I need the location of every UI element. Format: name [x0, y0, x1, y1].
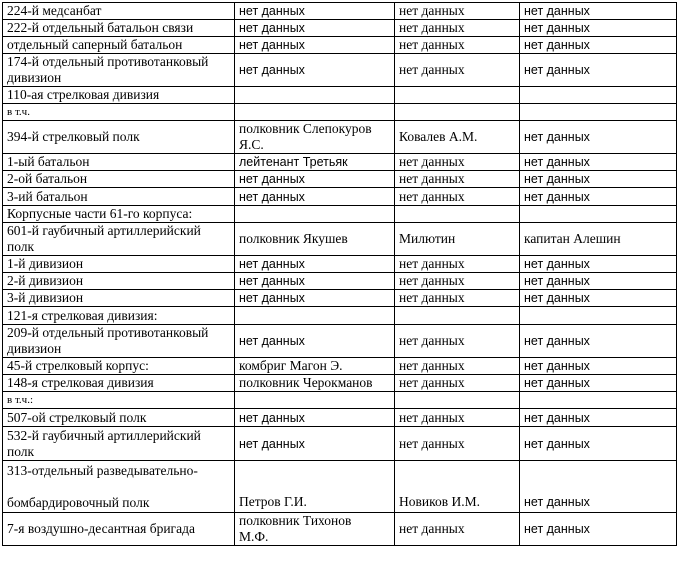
table-cell — [3, 121, 235, 154]
cell-text: нет данных — [399, 409, 465, 425]
table-cell — [3, 206, 235, 223]
table-row — [3, 375, 677, 392]
table-row — [3, 121, 677, 154]
cell-text: нет данных — [524, 495, 590, 509]
cell-text: нет данных — [239, 274, 305, 288]
table-cell — [3, 513, 235, 546]
table-cell — [520, 188, 677, 206]
cell-text: нет данных — [524, 63, 590, 77]
cell-text: нет данных — [524, 4, 590, 18]
cell-text: нет данных — [239, 38, 305, 52]
table-cell — [395, 206, 520, 223]
cell-text: 1-ый батальон — [7, 154, 90, 169]
table-cell — [395, 375, 520, 392]
table-cell — [3, 188, 235, 206]
table-cell — [520, 104, 677, 121]
cell-text: 507-ой стрелковый полк — [7, 409, 147, 425]
cell-text: капитан Алешин — [524, 231, 621, 246]
cell-text: 3-ий батальон — [7, 188, 88, 204]
table-cell — [3, 87, 235, 104]
cell-text: нет данных — [239, 172, 305, 186]
table-cell — [235, 409, 395, 427]
table-row — [3, 3, 677, 20]
cell-text: нет данных — [399, 62, 465, 77]
table-cell — [520, 223, 677, 256]
cell-text: нет данных — [399, 3, 465, 18]
table-row — [3, 409, 677, 427]
cell-text: 601-й гаубичный артиллерийский полк — [7, 223, 201, 254]
table-cell — [520, 392, 677, 409]
table-cell — [235, 20, 395, 37]
table-cell — [235, 104, 395, 121]
cell-text: полковник Тихонов М.Ф. — [239, 513, 352, 544]
cell-text: нет данных — [524, 38, 590, 52]
table-cell — [235, 37, 395, 54]
cell-text: нет данных — [524, 189, 590, 204]
cell-text: нет данных — [399, 256, 465, 271]
cell-text: нет данных — [399, 188, 465, 204]
units-table-body — [3, 3, 677, 546]
table-cell — [395, 325, 520, 358]
cell-text: нет данных — [399, 171, 465, 186]
cell-text: в т.ч.: — [7, 394, 34, 406]
table-cell — [235, 325, 395, 358]
table-cell — [395, 37, 520, 54]
table-row — [3, 427, 677, 461]
table-cell — [520, 307, 677, 325]
table-cell — [395, 256, 520, 273]
cell-text: нет данных — [524, 172, 590, 186]
table-cell — [3, 171, 235, 188]
table-row — [3, 256, 677, 273]
table-cell — [395, 188, 520, 206]
table-cell — [3, 3, 235, 20]
cell-text: нет данных — [524, 274, 590, 288]
cell-text: нет данных — [524, 130, 590, 144]
table-cell — [395, 290, 520, 307]
table-cell — [235, 513, 395, 546]
cell-text: нет данных — [524, 257, 590, 271]
cell-text: нет данных — [399, 273, 465, 288]
cell-text: нет данных — [524, 334, 590, 348]
table-cell — [395, 3, 520, 20]
cell-text: 2-ой батальон — [7, 171, 88, 186]
table-row — [3, 307, 677, 325]
table-cell — [520, 206, 677, 223]
table-cell — [395, 54, 520, 87]
table-cell — [235, 392, 395, 409]
cell-text: нет данных — [399, 37, 465, 52]
table-cell — [520, 154, 677, 171]
table-row — [3, 54, 677, 87]
table-row — [3, 188, 677, 206]
cell-text: нет данных — [399, 20, 465, 35]
cell-text: 3-й дивизион — [7, 290, 84, 305]
cell-text: 174-й отдельный противотанковый дивизион — [7, 54, 209, 85]
table-row — [3, 513, 677, 546]
cell-text: нет данных — [239, 21, 305, 35]
table-cell — [3, 461, 235, 513]
table-cell — [520, 273, 677, 290]
cell-text: нет данных — [399, 521, 465, 536]
cell-text: в т.ч. — [7, 106, 30, 118]
table-cell — [520, 427, 677, 461]
cell-text: 394-й стрелковый полк — [7, 129, 140, 144]
table-row — [3, 154, 677, 171]
table-cell — [3, 273, 235, 290]
table-row — [3, 461, 677, 513]
table-row — [3, 273, 677, 290]
cell-text: 110-ая стрелковая дивизия — [7, 87, 160, 102]
cell-text: Петров Г.И. — [239, 494, 307, 509]
table-cell — [3, 223, 235, 256]
table-cell — [235, 358, 395, 375]
cell-text: нет данных — [239, 63, 305, 77]
table-cell — [3, 20, 235, 37]
table-cell — [395, 171, 520, 188]
table-cell — [235, 273, 395, 290]
table-cell — [395, 409, 520, 427]
table-cell — [235, 87, 395, 104]
table-cell — [520, 358, 677, 375]
table-cell — [395, 121, 520, 154]
cell-text: нет данных — [399, 435, 465, 451]
cell-text: нет данных — [524, 359, 590, 373]
table-cell — [235, 223, 395, 256]
cell-text: Ковалев А.М. — [399, 129, 478, 144]
table-cell — [520, 20, 677, 37]
table-cell — [395, 392, 520, 409]
table-cell — [395, 20, 520, 37]
table-cell — [520, 256, 677, 273]
table-cell — [520, 325, 677, 358]
table-cell — [395, 273, 520, 290]
table-cell — [235, 427, 395, 461]
table-cell — [520, 37, 677, 54]
cell-text: 1-й дивизион — [7, 256, 84, 271]
table-row — [3, 37, 677, 54]
table-cell — [235, 461, 395, 513]
table-cell — [3, 37, 235, 54]
cell-text: 148-я стрелковая дивизия — [7, 375, 154, 390]
cell-text: 222-й отдельный батальон связи — [7, 20, 194, 35]
table-cell — [395, 358, 520, 375]
cell-text: 532-й гаубичный артиллерийский полк — [7, 427, 201, 459]
cell-text: 2-й дивизион — [7, 273, 84, 288]
table-cell — [395, 461, 520, 513]
cell-text: нет данных — [399, 290, 465, 305]
cell-text: нет данных — [239, 410, 305, 425]
table-row — [3, 87, 677, 104]
table-cell — [3, 325, 235, 358]
table-cell — [3, 392, 235, 409]
cell-text: нет данных — [399, 375, 465, 390]
table-row — [3, 20, 677, 37]
table-cell — [3, 104, 235, 121]
cell-text: нет данных — [399, 154, 465, 169]
table-cell — [520, 121, 677, 154]
cell-text: нет данных — [524, 436, 590, 451]
table-cell — [520, 409, 677, 427]
cell-text: полковник Черокманов — [239, 375, 373, 390]
cell-text: Новиков И.М. — [399, 494, 480, 509]
table-cell — [3, 307, 235, 325]
cell-text: нет данных — [524, 291, 590, 305]
table-cell — [3, 409, 235, 427]
table-cell — [235, 206, 395, 223]
table-cell — [3, 290, 235, 307]
table-row — [3, 223, 677, 256]
table-row — [3, 104, 677, 121]
table-cell — [235, 307, 395, 325]
table-cell — [520, 513, 677, 546]
table-cell — [235, 290, 395, 307]
cell-text: Милютин — [399, 231, 456, 246]
cell-text: нет данных — [239, 291, 305, 305]
cell-text: 45-й стрелковый корпус: — [7, 358, 149, 373]
cell-text: нет данных — [239, 189, 305, 204]
cell-text: нет данных — [524, 155, 590, 169]
cell-text: нет данных — [239, 334, 305, 348]
cell-text: 7-я воздушно-десантная бригада — [7, 521, 195, 536]
table-cell — [520, 290, 677, 307]
cell-text: 313-отдельный разведывательно- бомбардировочный полк — [7, 462, 198, 510]
table-cell — [3, 427, 235, 461]
table-cell — [235, 256, 395, 273]
cell-text: нет данных — [524, 376, 590, 390]
cell-text: нет данных — [524, 410, 590, 425]
table-cell — [3, 154, 235, 171]
table-cell — [3, 54, 235, 87]
cell-text: нет данных — [239, 257, 305, 271]
table-cell — [520, 461, 677, 513]
table-cell — [395, 513, 520, 546]
table-cell — [235, 171, 395, 188]
table-cell — [395, 154, 520, 171]
table-cell — [520, 54, 677, 87]
table-cell — [395, 307, 520, 325]
table-row — [3, 206, 677, 223]
table-cell — [235, 375, 395, 392]
table-cell — [520, 87, 677, 104]
table-cell — [3, 256, 235, 273]
cell-text: нет данных — [524, 522, 590, 536]
table-cell — [235, 54, 395, 87]
cell-text: полковник Якушев — [239, 231, 348, 246]
cell-text: нет данных — [399, 358, 465, 373]
cell-text: нет данных — [239, 4, 305, 18]
table-cell — [235, 3, 395, 20]
table-cell — [235, 121, 395, 154]
table-row — [3, 171, 677, 188]
table-cell — [235, 154, 395, 171]
cell-text: нет данных — [524, 21, 590, 35]
table-row — [3, 392, 677, 409]
table-cell — [395, 223, 520, 256]
table-cell — [395, 427, 520, 461]
units-table — [2, 2, 677, 546]
table-row — [3, 325, 677, 358]
table-cell — [395, 104, 520, 121]
cell-text: комбриг Магон Э. — [239, 358, 343, 373]
cell-text: полковник Слепокуров Я.С. — [239, 121, 372, 152]
table-cell — [395, 87, 520, 104]
cell-text: нет данных — [239, 436, 305, 451]
table-cell — [3, 358, 235, 375]
table-cell — [235, 188, 395, 206]
table-row — [3, 358, 677, 375]
table-cell — [520, 375, 677, 392]
cell-text: 224-й медсанбат — [7, 3, 102, 18]
cell-text: лейтенант Третьяк — [239, 155, 348, 169]
cell-text: Корпусные части 61-го корпуса: — [7, 206, 193, 221]
table-cell — [3, 375, 235, 392]
cell-text: отдельный саперный батальон — [7, 37, 183, 52]
cell-text: 209-й отдельный противотанковый дивизион — [7, 325, 209, 356]
table-cell — [520, 171, 677, 188]
cell-text: нет данных — [399, 333, 465, 348]
cell-text: 121-я стрелковая дивизия: — [7, 307, 158, 323]
table-cell — [520, 3, 677, 20]
table-row — [3, 290, 677, 307]
